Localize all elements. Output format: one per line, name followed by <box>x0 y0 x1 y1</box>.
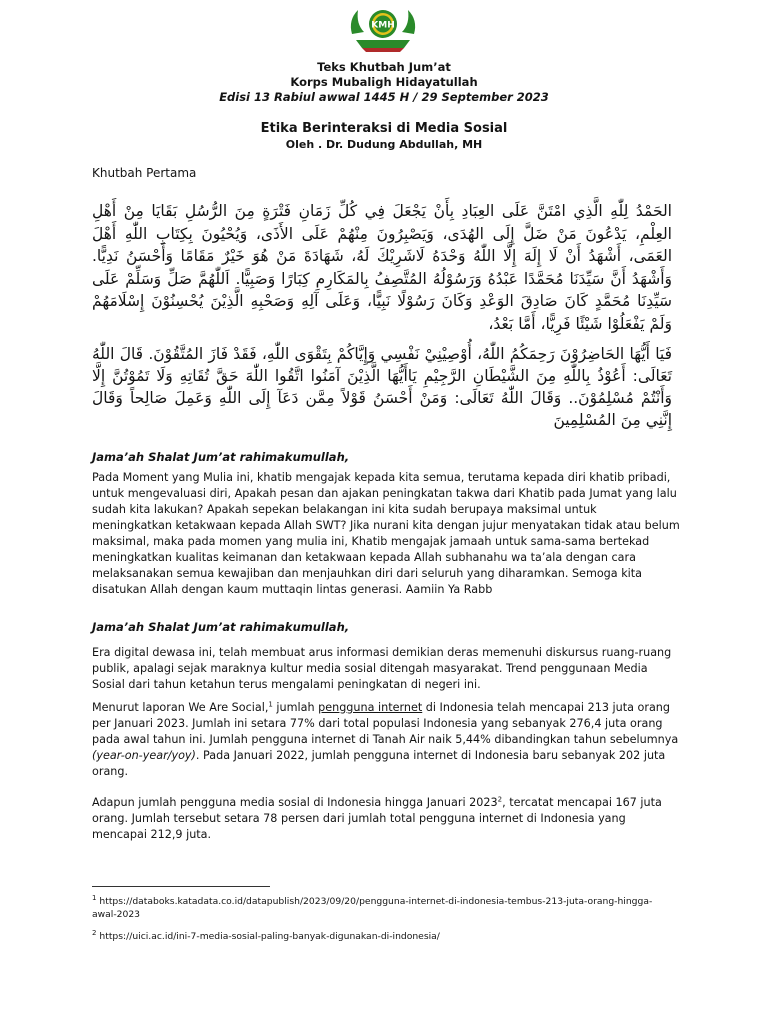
footnote-url[interactable]: https://databoks.katadata.co.id/datapublish/2023/09/20/pengguna-internet-di-indonesia-tembus-213-juta-orang-hingga-awal-2023 <box>92 896 653 920</box>
khutbah-header <box>0 60 768 105</box>
paragraph-text: . Pada Januari 2022, jumlah pengguna internet di Indonesia baru sebanyak 202 juta orang. <box>92 749 666 778</box>
footnote-reference[interactable]: 2 <box>497 795 503 804</box>
arabic-exhortation-text: فَيَا أَيُّهَا الحَاضِرُوْنَ رَحِمَكُمُ اللّٰهُ، أُوْصِيْنِيْ نَفْسِي وَإِيَّاكُمْ بِتَقْوَى اللّٰهِ، فَقَدْ فَازَ المُتَّقُوْنَ. قَالَ اللّٰهُ تَعَالَى: أَعُوْذُ بِاللّٰهِ مِنَ الشَّيْطَانِ الرَّجِيْمِ يَاأَيُّهَا الَّذِيْنَ آمَنُوا اتَّقُوا اللّٰهَ حَقَّ تُقَاتِهِ وَلَا تَمُوْتُنَّ إِلَّا وَأَنْتُمْ مُسْلِمُوْنَ.. وَقَالَ اللّٰهُ تَعَالَى: وَمَنْ أَحْسَنُ قَوْلاً مِمَّن دَعَآ إِلَى اللّٰهِ وَعَمِلَ صَالِحاً وَقَالَ إِنَّنِي مِنَ المُسْلِمِينَ <box>92 345 672 429</box>
footnote-divider <box>92 886 270 887</box>
kmh-logo <box>346 6 420 54</box>
salutation-heading: Jama’ah Shalat Jum’at rahimakumullah, <box>92 620 350 634</box>
footnote-reference[interactable]: 1 <box>268 700 273 709</box>
paragraph <box>92 700 680 780</box>
paragraph-text: di Indonesia telah mencapai 213 juta orang per Januari 2023. Jumlah ini setara 77% dari total populasi Indonesia yang sebanyak 276,4 juta orang pada awal tahun ini. Jumlah pengguna internet di Tanah Air naik 5,44% dibandingkan tahun sebelumnya <box>92 701 679 746</box>
header-line-1: Teks Khutbah Jum’at <box>317 60 451 74</box>
footnote-mark: 2 <box>92 928 97 937</box>
paragraph-text: Menurut laporan We Are Social, <box>92 701 269 714</box>
header-edition: Edisi 13 Rabiul awwal 1445 H / 29 September 2023 <box>219 90 549 104</box>
arabic-opening-text: الحَمْدُ لِلّٰهِ الَّذِي امْتَنَّ عَلَى العِبَادِ بِأَنْ يَجْعَلَ فِي كُلِّ زَمَانِ فَتْرَةٍ مِنَ الرُّسُلِ بَقَايَا مِنْ أَهْلِ العِلْمِ، يَدْعُونَ مَنْ ضَلَّ إِلَى الهُدَى، وَيَصْبِرُونَ مِنْهُمْ عَلَى الأَذَى، وَيُحْيُونَ بِكِتَابِ اللّٰهِ أَهْلَ العَمَى، أَشْهَدُ أَنْ لَا إِلَهَ إِلَّا اللّٰهُ وَحْدَهُ لَاشَرِيْكَ لَهُ، شَهَادَةَ مَنْ هُوَ خَيْرٌ مَقَامًا وَأَحْسَنُ نَدِيًّا. وَأَشْهَدُ أَنَّ سَيِّدَنَا مُحَمَّدًا عَبْدُهُ وَرَسُوْلُهُ المُتَّصِفُ بِالمَكَارِمِ كِبَارًا وَصَبِيًّا. اَللّٰهُمَّ صَلِّ وَسَلِّمْ عَلَى سَيِّدِنَا مُحَمَّدٍ كَانَ صَادِقَ الوَعْدِ وَكَانَ رَسُوْلًا نَبِيًّا، وَعَلَى آلِهِ وَصَحْبِهِ الَّذِيْنَ يُحْسِنُوْنَ إِسْلَامَهُمْ وَلَمْ يَفْعَلُوْا شَيْئًا فَرِيًّا، أَمَّا بَعْدُ، <box>92 202 672 333</box>
paragraph-text: , tercatat mencapai 167 juta orang. Jumlah tersebut setara 78 persen dari jumlah total pengguna internet di Indonesia yang mencapai 212,9 juta. <box>92 796 662 841</box>
footnote-url[interactable]: https://uici.ac.id/ini-7-media-sosial-paling-banyak-digunakan-di-indonesia/ <box>96 931 440 942</box>
section-label: Khutbah Pertama <box>92 166 197 180</box>
footnote <box>92 895 672 921</box>
pengguna-internet-link[interactable]: pengguna internet <box>318 701 423 714</box>
paragraph-italic-text: (year-on-year/yoy) <box>92 749 196 762</box>
paragraph: Era digital dewasa ini, telah membuat arus informasi demikian deras memenuhi diskursus ruang-ruang publik, apalagi sejak maraknya kultur media sosial ditengah masyarakat. Trend penggunaan Media Sosial dari tahun ketahun terus mengalami peningkatan di negeri ini. <box>92 646 672 691</box>
paragraph: Pada Moment yang Mulia ini, khatib mengajak kepada kita semua, terutama kepada diri khatib pribadi, untuk mengevaluasi diri, Apakah pesan dan ajakan peningkatan takwa dari Khatib pada Jumat yang lalu sudah kita lakukan? Apakah sepekan belakangan ini kita sudah berupaya maksimal untuk meningkatkan ketakwaan kepada Allah SWT? Jika nurani kita dengan jujur menyatakan tidak atau belum maksimal, maka pada momen yang mulia ini, Khatib mengajak jamaah untuk sama-sama bertekad meningkatkan kualitas keimanan dan ketakwaan kepada Allah subhanahu wa ta’ala dengan cara melaksanakan semua kewajiban dan menjauhkan diri dari seluruh yang diharamkan. Semoga kita disatukan Allah dengan kaum muttaqin lintas generasi. Aamiin Ya Rabb <box>92 471 680 596</box>
article-title: Etika Berinteraksi di Media Sosial <box>260 121 508 136</box>
paragraph <box>92 795 680 843</box>
header-line-2: Korps Mubaligh Hidayatullah <box>290 75 478 89</box>
svg-text:KMH: KMH <box>371 20 395 31</box>
footnote <box>92 930 672 943</box>
article-author: Oleh . Dr. Dudung Abdullah, MH <box>285 138 483 151</box>
paragraph-text: jumlah <box>272 701 319 714</box>
paragraph-text: Adapun jumlah pengguna media sosial di Indonesia hingga Januari 2023 <box>92 796 498 809</box>
salutation-heading: Jama’ah Shalat Jum’at rahimakumullah, <box>92 450 350 464</box>
footnote-mark: 1 <box>92 893 97 902</box>
